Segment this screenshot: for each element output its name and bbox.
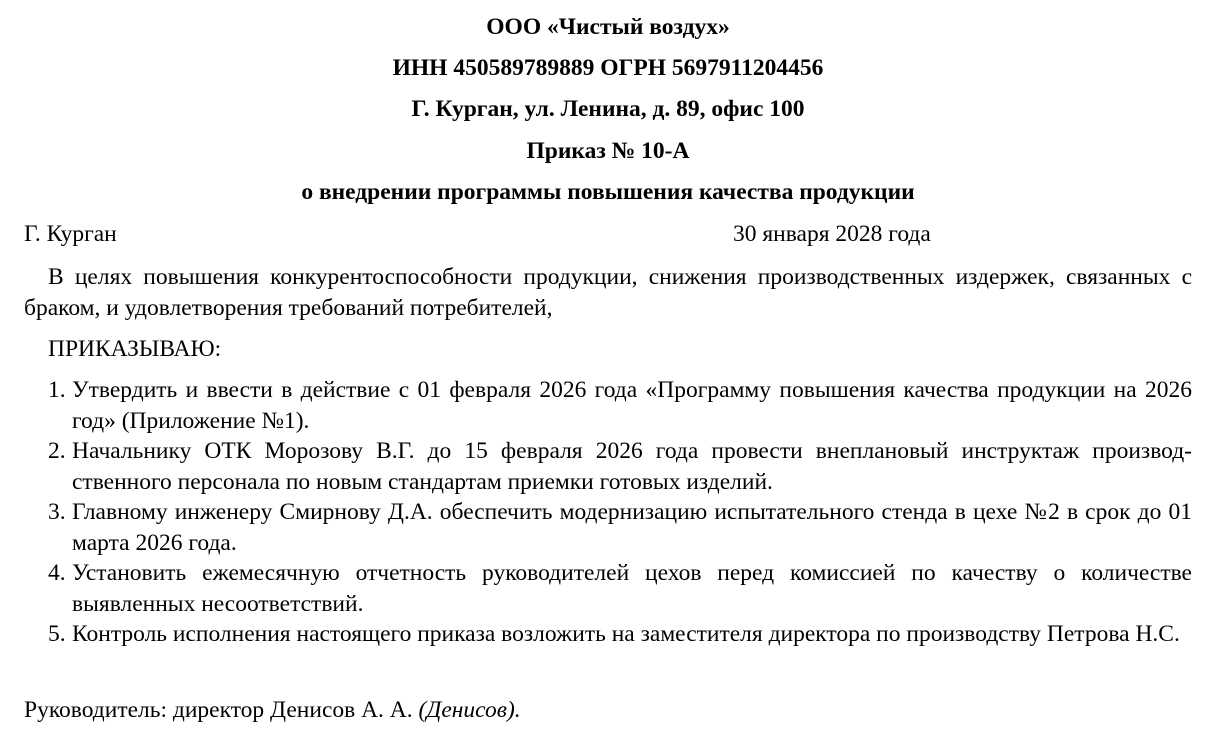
order-item-number: 5.	[48, 621, 66, 647]
order-item-text: Утвердить и ввести в действие с 01 февраля 2026 года «Программу повышения качества продукции на 2026 год» (Приложение №1).	[72, 377, 1192, 434]
order-item-number: 4.	[48, 560, 66, 586]
order-item-number: 2.	[48, 438, 66, 464]
order-item	[48, 436, 1192, 497]
order-items-list	[48, 375, 1192, 650]
order-item-text: Контроль исполнения настоящего приказа возложить на заместителя директора по производству Петрова Н.С.	[72, 621, 1180, 647]
order-date: 30 января 2028 года	[733, 221, 931, 247]
order-keyword: ПРИКАЗЫВАЮ:	[48, 336, 222, 362]
order-item	[48, 558, 1192, 619]
order-item-number: 1.	[48, 377, 66, 403]
order-item-text: Начальнику ОТК Морозову В.Г. до 15 февраля 2026 года провести внеплановый инструктаж производственного персонала по новым стандартам приемки готовых изделий.	[72, 438, 1192, 495]
order-place: Г. Курган	[24, 221, 117, 247]
company-address: Г. Курган, ул. Ленина, д. 89, офис 100	[411, 96, 805, 122]
company-registration: ИНН 450589789889 ОГРН 5697911204456	[392, 55, 824, 81]
order-item	[48, 619, 1192, 650]
order-item-number: 3.	[48, 499, 66, 525]
signature-line	[24, 695, 521, 725]
order-item-text: Главному инженеру Смирнову Д.А. обеспечить модернизацию испытательного стенда в цехе №2 в срок до 01 марта 2026 года.	[72, 499, 1192, 556]
order-item-text: Установить ежемесячную отчетность руководителей цехов перед комиссией по качеству о количестве выявленных несоответствий.	[72, 560, 1192, 617]
order-title: Приказ № 10-А	[526, 138, 690, 164]
company-name: ООО «Чистый воздух»	[486, 14, 730, 40]
preamble-paragraph: В целях повышения конкурентоспособности продукции, снижения производственных издержек, связанных с браком, и удовлетворения требований потребителей,	[24, 264, 1192, 321]
order-item	[48, 375, 1192, 436]
signature-label: Руководитель: директор Денисов А. А.	[24, 697, 413, 723]
order-item	[48, 497, 1192, 558]
order-subject: о внедрении программы повышения качества продукции	[301, 179, 915, 205]
handwritten-signature: (Денисов).	[418, 697, 521, 723]
